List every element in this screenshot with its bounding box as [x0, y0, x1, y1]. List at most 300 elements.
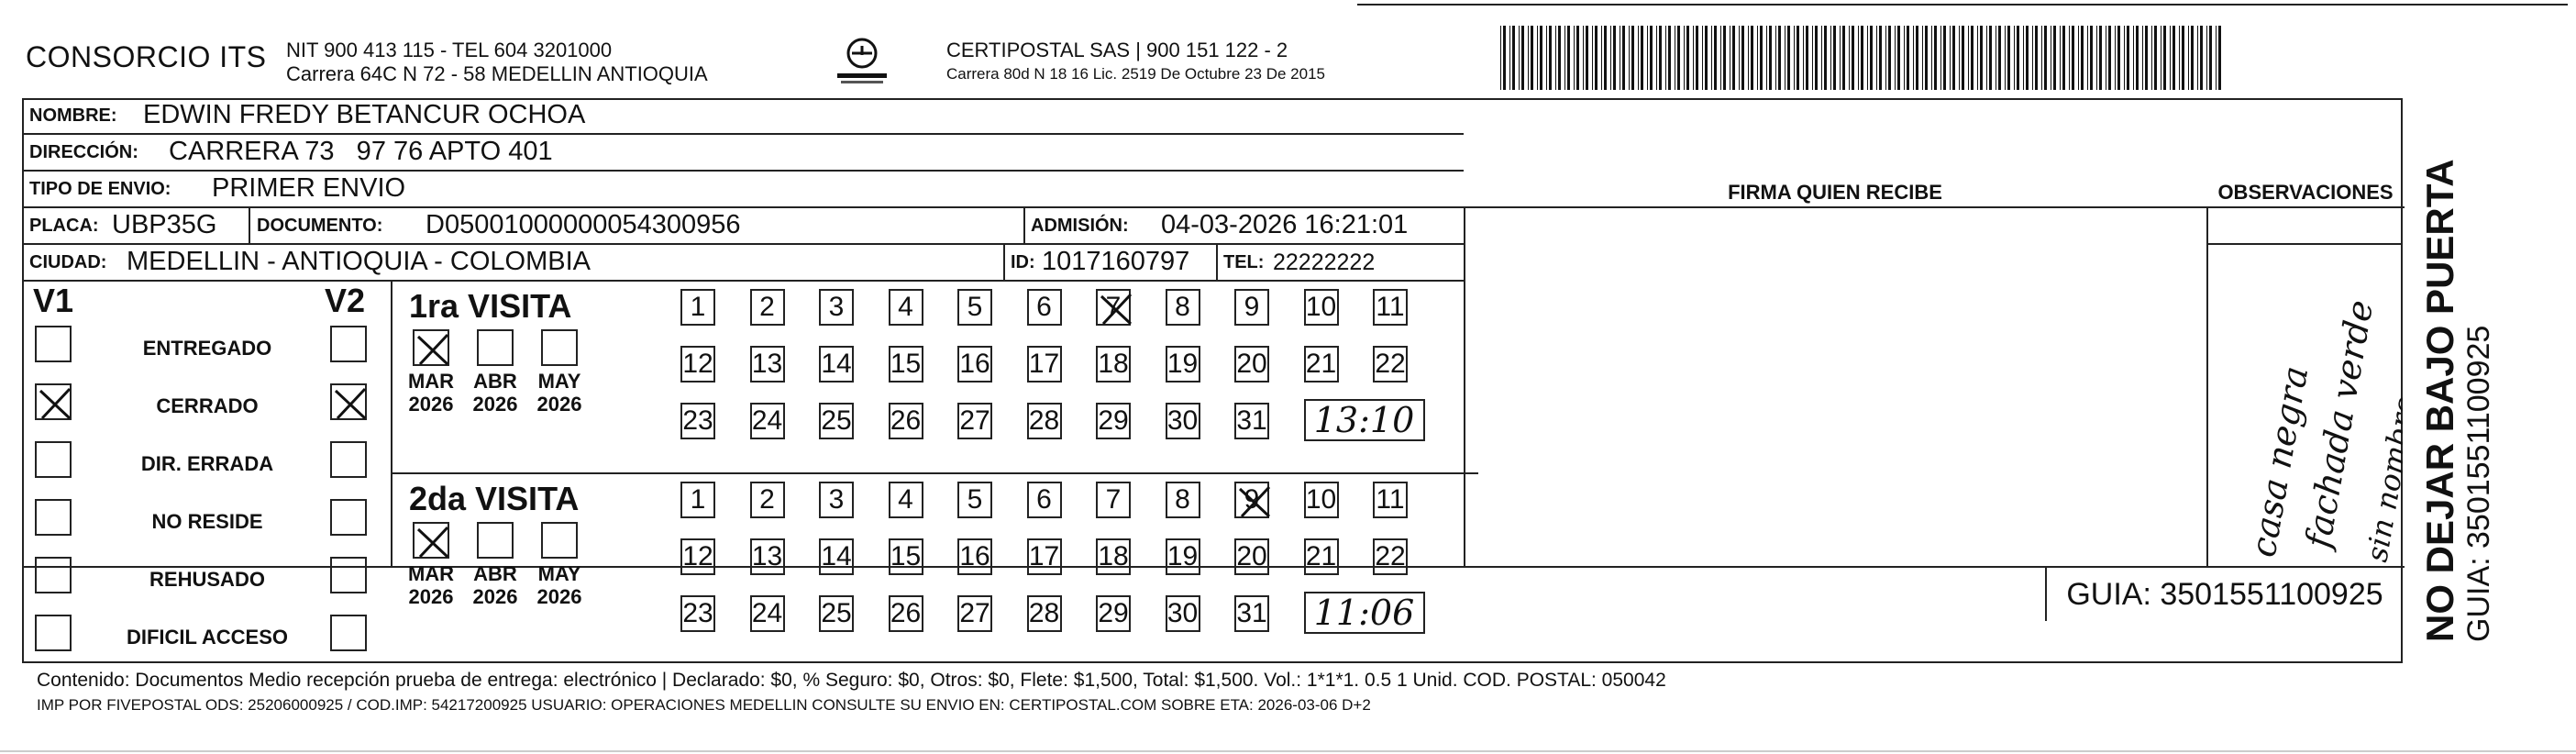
barcode-bar: [2007, 26, 2010, 90]
day-box-1[interactable]: 1: [680, 289, 715, 326]
month-checkbox[interactable]: [541, 329, 578, 366]
day-box-17[interactable]: 17: [1027, 538, 1062, 575]
barcode-bar: [1574, 26, 1575, 90]
month-label: ABR: [473, 370, 517, 393]
barcode-bar: [1824, 26, 1827, 90]
barcode-bar: [2023, 26, 2024, 90]
day-box-22[interactable]: 22: [1373, 346, 1408, 383]
barcode-bar: [1775, 26, 1776, 90]
barcode-bar: [1842, 26, 1845, 90]
barcode-bar: [1659, 26, 1662, 90]
year-label: 2026: [536, 393, 582, 416]
day-box-8[interactable]: 8: [1166, 289, 1200, 326]
row-divider: [2206, 243, 2403, 245]
barcode-bar: [1971, 26, 1973, 90]
tel-label: TEL:: [1223, 252, 1265, 272]
observaciones-header: OBSERVACIONES: [2217, 181, 2394, 204]
month-year-label: [468, 370, 523, 416]
barcode-bar: [2117, 26, 2120, 90]
col-divider: [1216, 243, 1218, 280]
barcode-bar: [1693, 26, 1694, 90]
day-box-10[interactable]: 10: [1304, 289, 1339, 326]
visit-time[interactable]: 11:06: [1304, 592, 1425, 634]
month-checkbox[interactable]: [477, 329, 514, 366]
month-year-label: [468, 562, 523, 608]
col-divider: [249, 206, 250, 243]
barcode-bar: [1549, 26, 1552, 90]
tel-value: 22222222: [1273, 249, 1376, 275]
year-label: 2026: [408, 585, 454, 608]
barcode-bar: [1830, 26, 1831, 90]
top-rule: [1357, 4, 2568, 6]
barcode-bar: [1613, 26, 1616, 90]
day-box-4[interactable]: 4: [889, 289, 923, 326]
day-box-21[interactable]: 21: [1304, 346, 1339, 383]
admision-value: 04-03-2026 16:21:01: [1161, 210, 1409, 239]
barcode-bar: [1732, 26, 1735, 90]
v1-checkbox[interactable]: [35, 326, 72, 362]
year-label: 2026: [408, 393, 454, 416]
barcode-bar: [1665, 26, 1666, 90]
row-divider: [24, 243, 1464, 245]
ciudad-label: CIUDAD:: [29, 252, 107, 272]
day-box-29[interactable]: 29: [1096, 403, 1131, 439]
day-box-6[interactable]: 6: [1027, 482, 1062, 518]
barcode-bar: [2151, 26, 2152, 90]
status-option-label: CERRADO: [156, 394, 259, 417]
barcode-bar: [1723, 26, 1726, 90]
barcode-bar: [2218, 26, 2221, 90]
barcode-bar: [1638, 26, 1639, 90]
footer-content: Contenido: Documentos Medio recepción prueba de entrega: electrónico | Declarado: $0, % Seguro: $0, Otros: $0, Flete: $1,500, Total: $1,500. Vol.: 1*1*1. 0.5 1 Unid. COD. POSTAL: 050042: [37, 670, 1666, 691]
month-year-label: [404, 370, 459, 416]
barcode-bar: [1705, 26, 1708, 90]
day-box-12[interactable]: 12: [680, 346, 715, 383]
barcode-bar: [2191, 26, 2194, 90]
barcode-bar: [1876, 26, 1877, 90]
day-box-27[interactable]: 27: [957, 403, 992, 439]
bottom-rule: [0, 750, 2576, 752]
barcode-bar: [1650, 26, 1653, 90]
barcode-bar: [1595, 26, 1598, 90]
barcode-bar: [1521, 26, 1524, 90]
month-label: MAR: [407, 370, 455, 393]
barcode-bar: [1509, 26, 1510, 90]
status-option-label: NO RESIDE: [151, 510, 263, 533]
barcode-bar: [1962, 26, 1964, 90]
barcode-bar: [1849, 26, 1850, 90]
day-box-29[interactable]: 29: [1096, 595, 1131, 632]
day-box-31[interactable]: 31: [1234, 595, 1269, 632]
day-box-9[interactable]: [1234, 482, 1269, 518]
barcode-bar: [1952, 26, 1955, 90]
barcode-bar: [2133, 26, 2134, 90]
barcode-bar: [1778, 26, 1781, 90]
year-label: 2026: [536, 585, 582, 608]
day-box-3[interactable]: 3: [819, 289, 854, 326]
day-box-10[interactable]: 10: [1304, 482, 1339, 518]
day-box-16[interactable]: 16: [957, 538, 992, 575]
barcode-bar: [2035, 26, 2038, 90]
barcode-bar: [2032, 26, 2033, 90]
day-box-17[interactable]: 17: [1027, 346, 1062, 383]
day-box-19[interactable]: 19: [1166, 346, 1200, 383]
barcode-bar: [1861, 26, 1863, 90]
barcode-bar: [1528, 26, 1529, 90]
status-option-label: ENTREGADO: [142, 337, 272, 360]
barcode-bar: [1907, 26, 1909, 90]
day-number: 7: [1105, 292, 1122, 322]
day-box-20[interactable]: 20: [1234, 346, 1269, 383]
barcode-bar: [1794, 26, 1795, 90]
barcode-bar: [1760, 26, 1763, 90]
day-box-9[interactable]: 9: [1234, 289, 1269, 326]
company-nit: NIT 900 413 115 - TEL 604 3201000: [286, 39, 613, 61]
v2-checkbox[interactable]: [330, 499, 367, 536]
day-box-26[interactable]: 26: [889, 403, 923, 439]
admision-label: ADMISIÓN:: [1031, 216, 1129, 236]
barcode-bar: [1806, 26, 1808, 90]
barcode-bar: [2197, 26, 2198, 90]
visit-time[interactable]: 13:10: [1304, 399, 1425, 441]
year-label: 2026: [472, 585, 518, 608]
barcode-bar: [1980, 26, 1983, 90]
day-box-13[interactable]: 13: [750, 538, 785, 575]
barcode-bar: [1558, 26, 1561, 90]
barcode-bar: [1766, 26, 1767, 90]
day-box-11[interactable]: 11: [1373, 289, 1408, 326]
day-box-24[interactable]: 24: [750, 403, 785, 439]
day-box-31[interactable]: 31: [1234, 403, 1269, 439]
barcode-bar: [1986, 26, 1987, 90]
barcode-bar: [1741, 26, 1744, 90]
barcode-bar: [1641, 26, 1643, 90]
barcode-bar: [1916, 26, 1918, 90]
barcode-bar: [1592, 26, 1593, 90]
barcode-bar: [2172, 26, 2175, 90]
barcode-bar: [1943, 26, 1946, 90]
day-box-25[interactable]: 25: [819, 595, 854, 632]
day-box-30[interactable]: 30: [1166, 595, 1200, 632]
barcode-bar: [1785, 26, 1786, 90]
barcode-bar: [1503, 26, 1506, 90]
id-label: ID:: [1011, 252, 1035, 272]
barcode-bar: [2115, 26, 2116, 90]
barcode-bar: [2209, 26, 2212, 90]
barcode-bar: [1821, 26, 1822, 90]
barcode-bar: [1897, 26, 1900, 90]
id-value: 1017160797: [1042, 247, 1190, 276]
month-label: MAR: [407, 562, 455, 585]
barcode-bar: [1586, 26, 1588, 90]
direccion-label: DIRECCIÓN:: [29, 142, 138, 162]
col-divider: [2206, 206, 2208, 566]
status-option-label: DIR. ERRADA: [140, 452, 274, 475]
second-visit-title: 2da VISITA: [409, 480, 580, 517]
day-box-23[interactable]: 23: [680, 595, 715, 632]
col-divider: [1023, 206, 1025, 243]
day-box-11[interactable]: 11: [1373, 482, 1408, 518]
day-box-7[interactable]: [1096, 289, 1131, 326]
v1-checkbox[interactable]: [35, 615, 72, 651]
barcode-bar: [1739, 26, 1740, 90]
barcode-bar: [1604, 26, 1607, 90]
barcode-bar: [2072, 26, 2074, 90]
barcode-bar: [1601, 26, 1602, 90]
barcode-bar: [2154, 26, 2157, 90]
barcode-bar: [1852, 26, 1854, 90]
month-label: MAY: [537, 370, 581, 393]
row-divider: [24, 133, 1464, 135]
barcode-bar: [1519, 26, 1520, 90]
day-box-14[interactable]: 14: [819, 538, 854, 575]
day-number: 9: [1244, 484, 1260, 515]
carrier-info: [946, 39, 1325, 86]
v1-checkbox[interactable]: [35, 557, 72, 593]
day-box-30[interactable]: 30: [1166, 403, 1200, 439]
barcode-bar: [2014, 26, 2015, 90]
barcode-bar: [1656, 26, 1657, 90]
barcode-bar: [1622, 26, 1625, 90]
col-divider: [391, 280, 392, 566]
v2-checkbox[interactable]: [330, 615, 367, 651]
barcode-bar: [2136, 26, 2139, 90]
status-option-label: DIFICIL ACCESO: [126, 626, 288, 649]
placa-value: UBP35G: [112, 210, 217, 239]
day-box-6[interactable]: 6: [1027, 289, 1062, 326]
day-box-20[interactable]: 20: [1234, 538, 1269, 575]
month-label: MAY: [537, 562, 581, 585]
v2-checkbox[interactable]: [330, 441, 367, 478]
barcode-bar: [1977, 26, 1978, 90]
barcode-bar: [1512, 26, 1515, 90]
first-visit-title: 1ra VISITA: [409, 287, 572, 325]
barcode-bar: [2005, 26, 2006, 90]
barcode-bar: [1925, 26, 1928, 90]
barcode-bar: [1555, 26, 1556, 90]
barcode-bar: [1840, 26, 1841, 90]
row-divider: [24, 206, 2405, 208]
barcode-bar: [1812, 26, 1813, 90]
day-box-22[interactable]: 22: [1373, 538, 1408, 575]
barcode-bar: [1950, 26, 1951, 90]
barcode-bar: [2044, 26, 2047, 90]
barcode-bar: [2096, 26, 2097, 90]
side-notice: [2419, 159, 2496, 642]
barcode-bar: [2108, 26, 2111, 90]
month-checkbox[interactable]: [477, 522, 514, 559]
direccion-value: CARRERA 73 97 76 APTO 401: [169, 137, 553, 166]
barcode-bar: [2090, 26, 2093, 90]
barcode-bar: [2026, 26, 2029, 90]
barcode-bar: [1904, 26, 1905, 90]
barcode-bar: [2062, 26, 2065, 90]
barcode-bar: [1567, 26, 1570, 90]
barcode-bar: [1702, 26, 1703, 90]
barcode-bar: [1686, 26, 1689, 90]
day-box-2[interactable]: 2: [750, 482, 785, 518]
day-box-19[interactable]: 19: [1166, 538, 1200, 575]
day-box-3[interactable]: 3: [819, 482, 854, 518]
day-box-13[interactable]: 13: [750, 346, 785, 383]
barcode-bar: [1797, 26, 1799, 90]
guia-number: GUIA: 3501551100925: [2066, 577, 2383, 612]
barcode-bar: [1803, 26, 1804, 90]
v2-checkbox[interactable]: [330, 383, 367, 420]
barcode-bar: [1711, 26, 1712, 90]
barcode-bar: [1720, 26, 1721, 90]
barcode-bar: [1989, 26, 1992, 90]
company-address: Carrera 64C N 72 - 58 MEDELLIN ANTIOQUIA: [286, 62, 708, 85]
barcode-bar: [1546, 26, 1547, 90]
barcode-bar: [1867, 26, 1868, 90]
year-label: 2026: [472, 393, 518, 416]
month-label: ABR: [473, 562, 517, 585]
day-box-15[interactable]: 15: [889, 538, 923, 575]
barcode-bar: [1537, 26, 1538, 90]
day-box-18[interactable]: 18: [1096, 346, 1131, 383]
barcode-bar: [2179, 26, 2180, 90]
v2-checkbox[interactable]: [330, 326, 367, 362]
day-box-23[interactable]: 23: [680, 403, 715, 439]
carrier-line-2: Carrera 80d N 18 16 Lic. 2519 De Octubre 23 De 2015: [946, 65, 1325, 83]
barcode-bar: [2041, 26, 2042, 90]
barcode-bar: [2216, 26, 2217, 90]
handwritten-observation: sin nombre: [2359, 394, 2403, 564]
v1-checkbox[interactable]: [35, 441, 72, 478]
tipo-envio-value: PRIMER ENVIO: [212, 173, 406, 203]
day-box-12[interactable]: 12: [680, 538, 715, 575]
month-year-label: [532, 370, 587, 416]
placa-label: PLACA:: [29, 216, 99, 236]
row-divider: [24, 170, 1464, 172]
barcode-bar: [1940, 26, 1941, 90]
barcode-bar: [1714, 26, 1717, 90]
barcode-bar: [1631, 26, 1634, 90]
barcode-bar: [1500, 26, 1501, 90]
barcode-bar: [1583, 26, 1584, 90]
day-box-18[interactable]: 18: [1096, 538, 1131, 575]
barcode-bar: [1677, 26, 1680, 90]
barcode-bar: [1684, 26, 1685, 90]
barcode-bar: [1787, 26, 1790, 90]
barcode-bar: [1934, 26, 1937, 90]
barcode: [1500, 26, 2223, 90]
side-guia: GUIA: 3501551100925: [2461, 325, 2496, 642]
col-divider: [1464, 206, 1465, 566]
company-info: [286, 39, 708, 86]
day-box-5[interactable]: 5: [957, 289, 992, 326]
barcode-bar: [2078, 26, 2079, 90]
day-box-5[interactable]: 5: [957, 482, 992, 518]
barcode-bar: [1931, 26, 1932, 90]
barcode-bar: [1751, 26, 1753, 90]
col-divider: [1003, 243, 1005, 280]
barcode-bar: [2206, 26, 2207, 90]
barcode-bar: [1833, 26, 1836, 90]
barcode-bar: [1769, 26, 1772, 90]
day-box-28[interactable]: 28: [1027, 595, 1062, 632]
barcode-bar: [1913, 26, 1914, 90]
day-box-28[interactable]: 28: [1027, 403, 1062, 439]
month-year-label: [404, 562, 459, 608]
nombre-value: EDWIN FREDY BETANCUR OCHOA: [143, 100, 586, 129]
ciudad-value: MEDELLIN - ANTIOQUIA - COLOMBIA: [127, 247, 591, 276]
barcode-bar: [2017, 26, 2019, 90]
day-box-25[interactable]: 25: [819, 403, 854, 439]
firma-header: FIRMA QUIEN RECIBE: [1728, 181, 1942, 204]
barcode-bar: [1531, 26, 1533, 90]
v1-checkbox[interactable]: [35, 383, 72, 420]
day-box-16[interactable]: 16: [957, 346, 992, 383]
barcode-bar: [1576, 26, 1579, 90]
barcode-bar: [2200, 26, 2203, 90]
handwritten-observation: fachada verde: [2297, 296, 2382, 551]
day-box-4[interactable]: 4: [889, 482, 923, 518]
barcode-bar: [2188, 26, 2189, 90]
no-dejar-notice: NO DEJAR BAJO PUERTA: [2418, 159, 2461, 642]
day-box-21[interactable]: 21: [1304, 538, 1339, 575]
barcode-bar: [2170, 26, 2171, 90]
day-box-27[interactable]: 27: [957, 595, 992, 632]
barcode-bar: [1647, 26, 1648, 90]
barcode-bar: [1748, 26, 1749, 90]
barcode-bar: [1998, 26, 2001, 90]
barcode-bar: [2099, 26, 2102, 90]
barcode-bar: [1959, 26, 1960, 90]
day-box-15[interactable]: 15: [889, 346, 923, 383]
month-year-label: [532, 562, 587, 608]
month-checkbox[interactable]: [413, 329, 449, 366]
company-name: CONSORCIO ITS: [26, 40, 267, 73]
month-checkbox[interactable]: [541, 522, 578, 559]
certipostal-logo-icon: [830, 33, 894, 88]
day-box-1[interactable]: 1: [680, 482, 715, 518]
day-box-14[interactable]: 14: [819, 346, 854, 383]
barcode-bar: [1888, 26, 1891, 90]
row-divider: [2206, 206, 2403, 208]
visit-divider: [391, 472, 1478, 474]
barcode-bar: [1668, 26, 1671, 90]
status-option-label: REHUSADO: [149, 568, 265, 591]
day-box-8[interactable]: 8: [1166, 482, 1200, 518]
barcode-bar: [1757, 26, 1758, 90]
observaciones-handwriting: [2210, 247, 2403, 564]
day-box-2[interactable]: 2: [750, 289, 785, 326]
barcode-bar: [2142, 26, 2143, 90]
barcode-bar: [1879, 26, 1882, 90]
barcode-bar: [1696, 26, 1698, 90]
v2-checkbox[interactable]: [330, 557, 367, 593]
barcode-bar: [1922, 26, 1923, 90]
barcode-bar: [2060, 26, 2061, 90]
barcode-bar: [1610, 26, 1611, 90]
barcode-bar: [2081, 26, 2084, 90]
v2-header: V2: [325, 282, 366, 319]
barcode-bar: [1895, 26, 1896, 90]
day-box-24[interactable]: 24: [750, 595, 785, 632]
barcode-bar: [1815, 26, 1818, 90]
footer-print-info: IMP POR FIVEPOSTAL ODS: 25206000925 / COD.IMP: 54217200925 USUARIO: OPERACIONES MEDELLIN CONSULTE SU ENVIO EN: CERTIPOSTAL.COM SOBRE ETA: 2026-03-06 D+2: [37, 696, 1371, 714]
documento-value: D05001000000054300956: [426, 210, 741, 239]
month-checkbox[interactable]: [413, 522, 449, 559]
day-box-7[interactable]: 7: [1096, 482, 1131, 518]
documento-label: DOCUMENTO:: [257, 216, 383, 236]
barcode-bar: [1629, 26, 1630, 90]
v1-checkbox[interactable]: [35, 499, 72, 536]
day-box-26[interactable]: 26: [889, 595, 923, 632]
carrier-line-1: CERTIPOSTAL SAS | 900 151 122 - 2: [946, 39, 1288, 61]
